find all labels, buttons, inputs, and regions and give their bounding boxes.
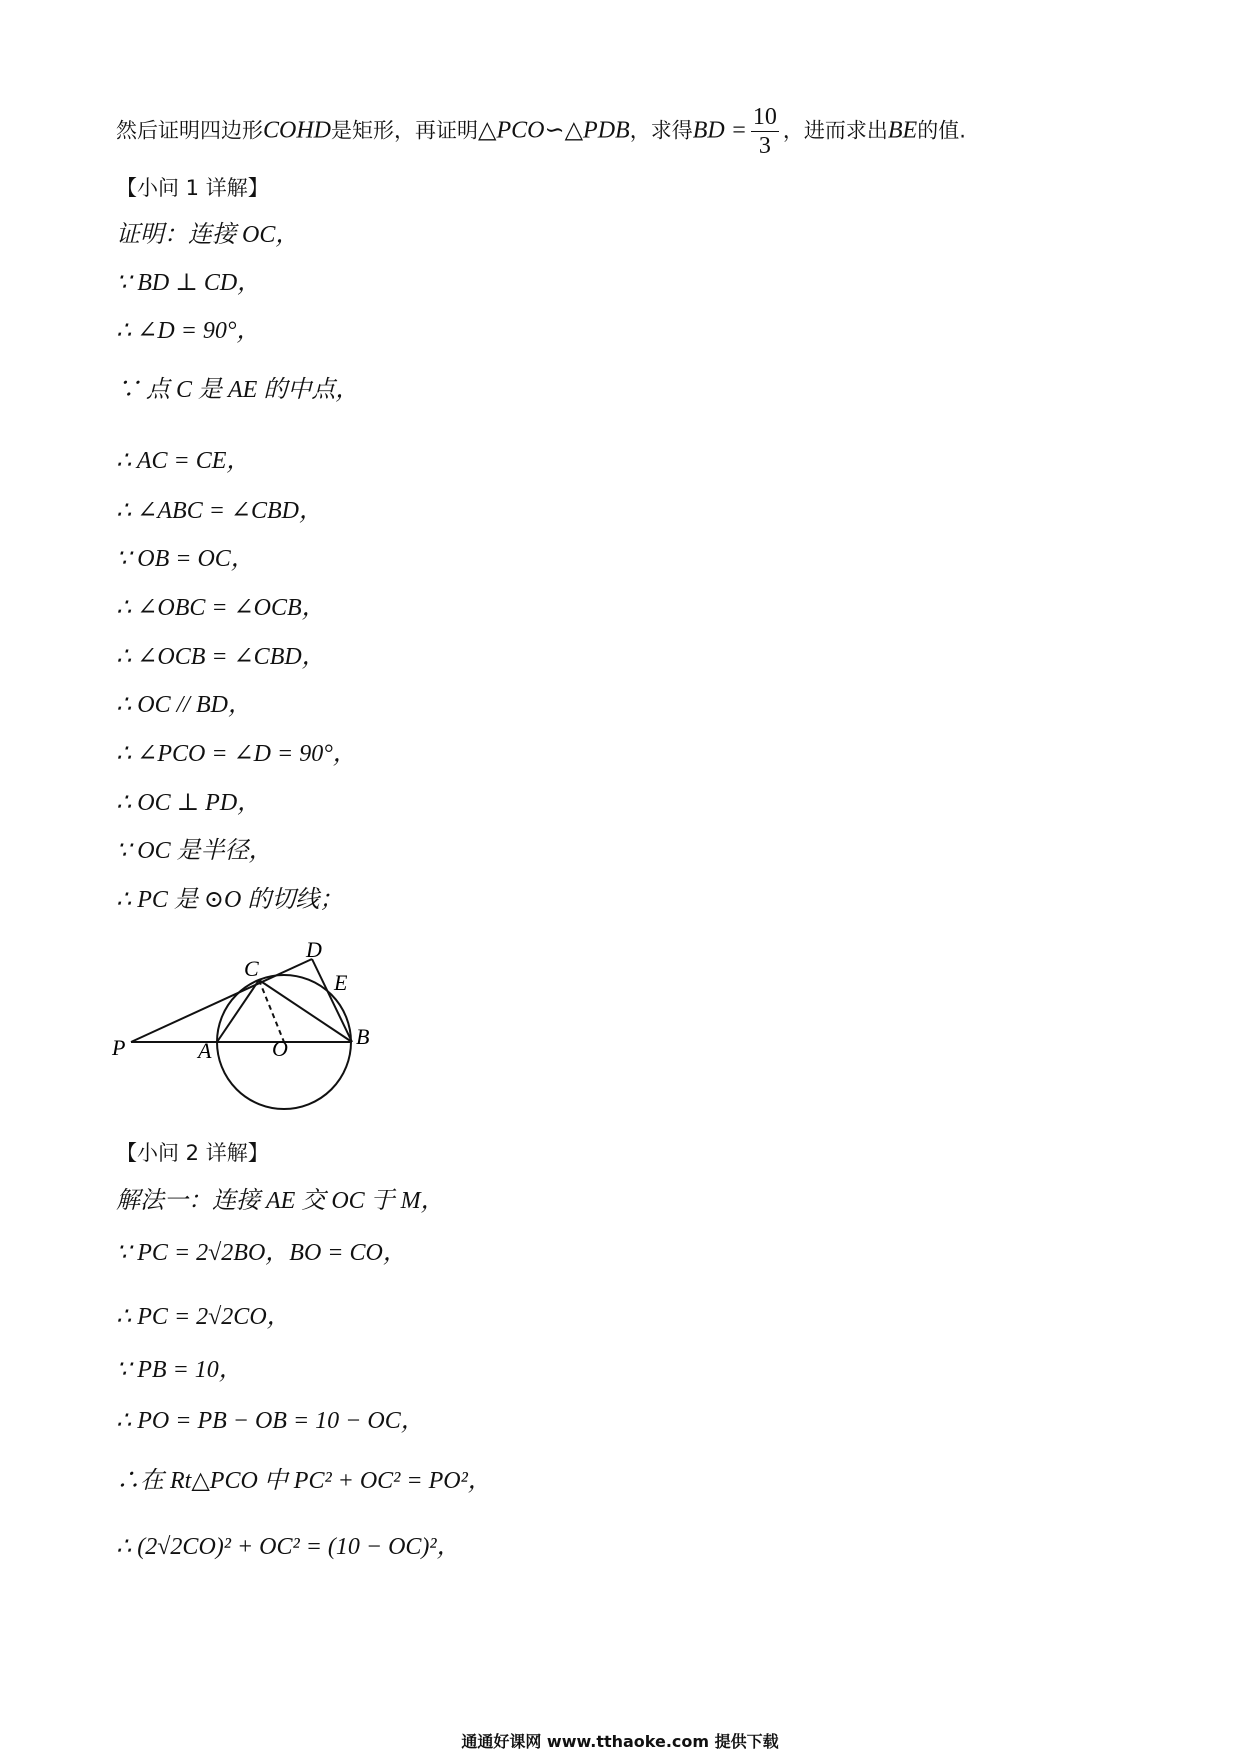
section2-heading: 【小问 2 详解】 — [116, 1141, 269, 1165]
solution-line: 解法一：连接 AE 交 OC 于 M， — [116, 1188, 445, 1214]
intro-line — [116, 103, 966, 160]
intro-math-4: BE — [887, 117, 918, 144]
proof-line: 证明：连接 OC， — [116, 222, 300, 248]
proof-line: ∵ 点 C 是 AE 的中点， — [116, 377, 360, 403]
proof-line: ∴ ∠D = 90°， — [116, 318, 261, 344]
solution-line: ∴ PC = 2√2CO， — [116, 1304, 291, 1330]
label-b: B — [356, 1024, 370, 1049]
proof-line: ∵ BD ⊥ CD， — [116, 270, 262, 296]
intro-text-4: ，进而求出 — [782, 118, 888, 143]
label-e: E — [334, 970, 348, 995]
label-o: O — [272, 1036, 288, 1061]
proof-line: ∵ OC 是半径， — [116, 838, 273, 864]
proof-line: ∴ ∠PCO = ∠D = 90°， — [116, 741, 357, 767]
label-p: P — [112, 1035, 126, 1060]
intro-text-5: 的值. — [917, 118, 966, 143]
proof-line: ∵ OB = OC， — [116, 546, 255, 572]
intro-text-1: 然后证明四边形 — [116, 118, 263, 143]
solution-line: ∵ PB = 10， — [116, 1357, 243, 1383]
proof-line: ∴ ∠ABC = ∠CBD， — [116, 498, 324, 524]
proof-line: ∴ ∠OBC = ∠OCB， — [116, 595, 326, 621]
fraction-denominator: 3 — [758, 133, 771, 159]
proof-line: ∴ OC ⊥ PD， — [116, 790, 262, 816]
solution-line: ∴在 Rt△PCO 中 PC² + OC² = PO²， — [116, 1468, 492, 1494]
section1-heading: 【小问 1 详解】 — [116, 176, 269, 200]
solution-line: ∴ (2√2CO)² + OC² = (10 − OC)²， — [116, 1534, 461, 1560]
line-pd — [131, 959, 312, 1042]
proof-line: ∴ AC = CE， — [116, 448, 251, 474]
proof-line: ∴ OC // BD， — [116, 692, 252, 718]
intro-math-3: BD = — [692, 117, 747, 144]
label-d: D — [306, 937, 322, 962]
geometry-figure — [100, 930, 400, 1120]
intro-text-3: ，求得 — [629, 118, 693, 143]
proof-line: ∴ ∠OCB = ∠CBD， — [116, 644, 326, 670]
fraction — [751, 103, 779, 160]
intro-text-2: 是矩形，再证明 — [331, 118, 479, 143]
intro-math-1: COHD — [263, 117, 332, 144]
intro-math-2: △PCO∽△PDB — [478, 117, 630, 144]
fraction-numerator: 10 — [752, 104, 777, 130]
solution-line: ∴ PO = PB − OB = 10 − OC， — [116, 1408, 425, 1434]
line-ca — [217, 980, 259, 1042]
proof-line: ∴ PC 是 ⊙O 的切线； — [116, 887, 344, 913]
label-a: A — [198, 1038, 212, 1063]
solution-line: ∵ PC = 2√2BO，BO = CO， — [116, 1240, 407, 1266]
label-c: C — [244, 956, 259, 981]
footer: 通通好课网 www.tthaoke.com 提供下载 — [461, 1732, 779, 1751]
